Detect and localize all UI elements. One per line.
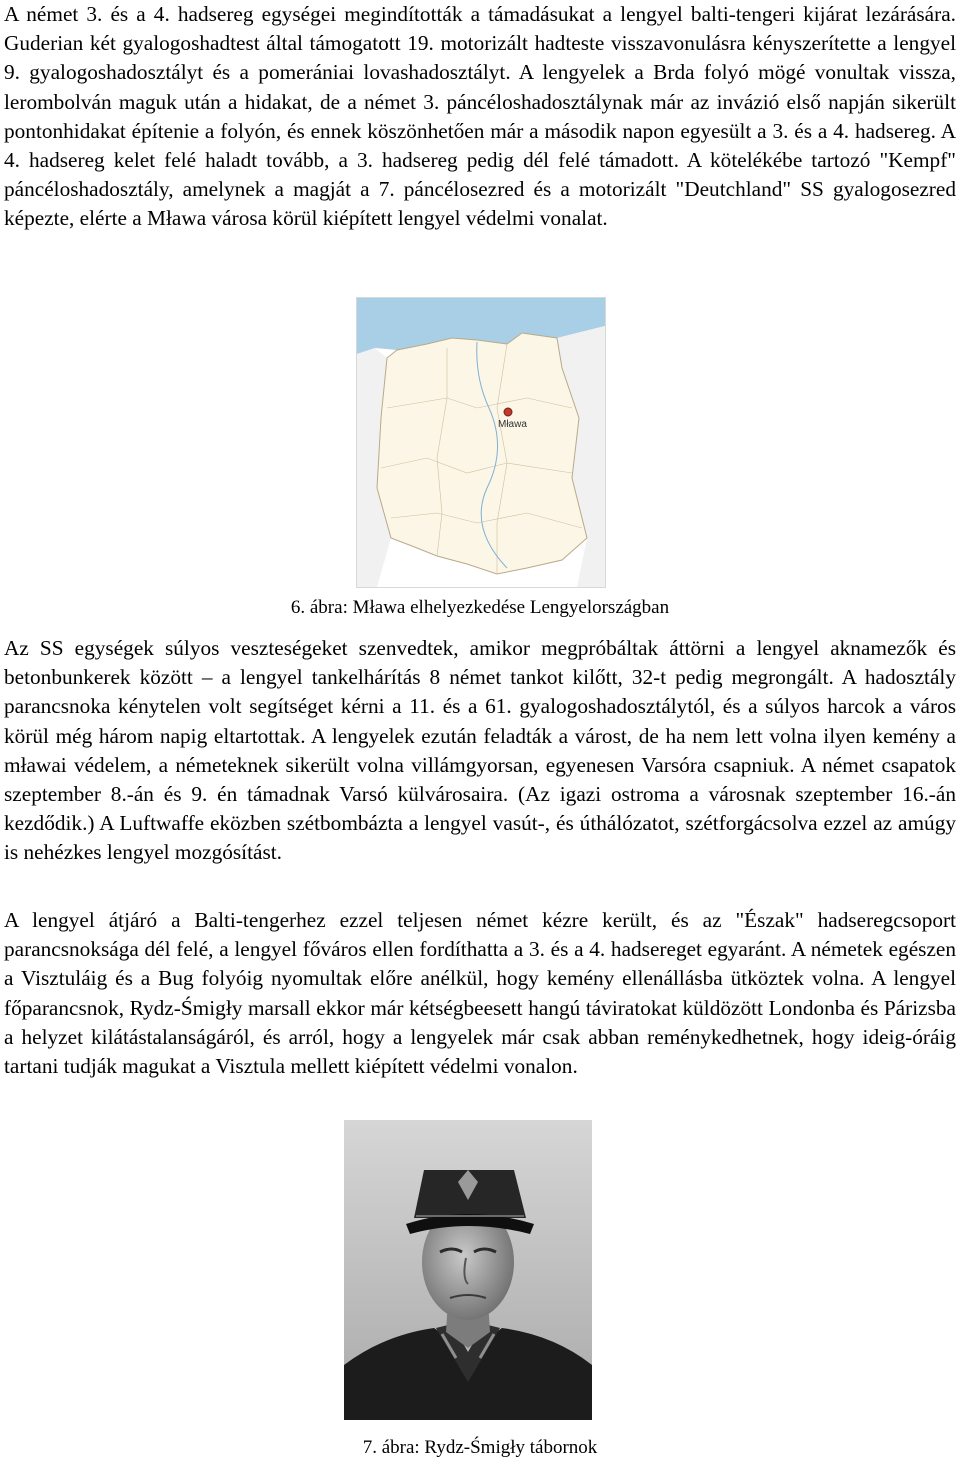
paragraph-1: A német 3. és a 4. hadsereg egységei megindították a támadásukat a lengyel balti-tengeri kijárat lezárására. Guderian két gyalogoshadtest által támogatott 19. motorizált hadteste visszavonulásra kényszerítette a lengyel 9. gyalogoshadosztályt és a pomerániai lovashadosztályt. A lengyelek a Brda folyó mögé vonultak vissza, lerombolván maguk után a hidakat, de a német 3. páncéloshadosztálynak már az invázió első napján sikerült pontonhidakat építenie a folyón, és ennek köszönhetően már a második napon egyesült a 3. és a 4. hadsereg. A 4. hadsereg kelet felé haladt tovább, a 3. hadsereg pedig dél felé támadott. A kötelékébe tartozó "Kempf" páncéloshadosztály, amelynek a magját a 7. páncélosezred és a motorizált "Deutchland" SS gyalogosezred képezte, elérte a Mława városa körül kiépített lengyel védelmi vonalat. [4,2,956,231]
mlawa-marker [504,408,512,416]
paragraph-3: A lengyel átjáró a Balti-tengerhez ezzel teljesen német kézre került, és az "Észak" hadseregcsoport parancsnoksága dél felé, a lengyel főváros ellen fordíthatta a 3. és a 4. hadsereget egyaránt. A németek egészen a Visztuláig és a Bug folyóig nyomultak előre anélkül, hogy kemény ellenállásba ütköztek volna. A lengyel főparancsnok, Rydz-Śmigły marsall ekkor már kétségbeesett hangú táviratokat küldözött Londonba és Párizsba a helyzet kilátástalanságáról, és arról, hogy a lengyelek már csak abban reménykedhetnek, hogy ideig-óráig tartani tudják magukat a Visztula mellett kiépített védelmi vonalon. [4,908,956,1079]
portrait-illustration [344,1120,592,1420]
figure-6-caption: 6. ábra: Mława elhelyezkedése Lengyelországban [290,597,670,618]
poland-land [377,333,587,574]
poland-map [357,298,605,587]
portrait-photo [344,1120,592,1420]
mlawa-label: Mława [498,419,527,430]
poland-map-figure [356,297,606,588]
paragraph-2: Az SS egységek súlyos veszteségeket szenvedtek, amikor megpróbáltak áttörni a lengyel aknamezők és betonbunkerek között – a lengyel tankelhárítás 8 német tankot kilőtt, 32-t pedig megrongált. A hadosztály parancsnoka kénytelen volt segítséget kérni a 11. és a 61. gyalogoshadosztálytól, és a súlyos harcok a város körül még három napig eltartottak. A lengyelek ezután feladták a várost, de ha nem lett volna ilyen kemény a mławai védelem, a németeknek sikerült volna villámgyorsan, egyenesen Varsóra csapniuk. A német csapatok szeptember 8.-án és 9. én támadnak Varsó külvárosaira. (Az igazi ostroma a városnak szeptember 16.-án kezdődik.) A Luftwaffe eközben szétbombázta a lengyel vasút-, és úthálózatot, szétforgácsolva ezzel az amúgy is nehézkes lengyel mozgósítást. [4,636,956,865]
figure-7-caption: 7. ábra: Rydz-Śmigły tábornok [362,1437,598,1458]
